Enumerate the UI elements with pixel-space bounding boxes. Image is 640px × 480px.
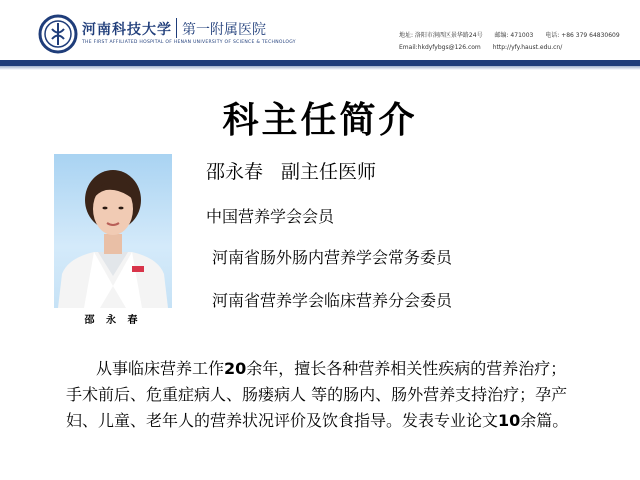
postcode-text: 邮编: 471003 (494, 32, 534, 39)
slide-title: 科主任简介 (222, 99, 418, 141)
doctor-name: 邵永春 (206, 161, 264, 183)
bio-line (66, 356, 626, 382)
header-bar (0, 0, 640, 60)
bio-line (66, 408, 626, 434)
website-text: http://yfy.haust.edu.cn/ (492, 44, 563, 51)
membership-item: 中国营养学会会员 (206, 207, 335, 226)
bio-text: 余篇。 (520, 411, 569, 430)
doctor-rank: 副主任医师 (281, 161, 377, 183)
bio-line: 手术前后、危重症病人、肠瘘病人 等的肠内、肠外营养支持治疗；孕产 (66, 385, 568, 404)
hospital-name: 第一附属医院 (182, 22, 266, 38)
bio-paragraph (66, 356, 626, 434)
hospital-logo-icon (38, 14, 78, 54)
photo-caption: 邵 永 春 (84, 315, 142, 326)
university-name: 河南科技大学 (82, 22, 172, 38)
bio-text: 妇、儿童、老年人的营养状况评价及饮食指导。发表专业论文 (66, 411, 499, 430)
contact-row-1 (399, 30, 630, 42)
phone-text: 电话: +86 379 64830609 (545, 32, 620, 39)
doctor-name-line (206, 157, 376, 184)
bio-text: 余年，擅长各种营养相关性疾病的营养治疗； (246, 359, 567, 378)
hospital-name-en: THE FIRST AFFILIATED HOSPITAL OF HENAN UNIVERSITY OF SCIENCE & TECHNOLOGY (82, 40, 296, 45)
email-text: Email:hkdyfybgs@126.com (399, 44, 481, 51)
bio-number: 10 (498, 411, 521, 430)
doctor-photo (54, 154, 172, 308)
header-shadow (0, 66, 640, 70)
membership-item: 河南省营养学会临床营养分会委员 (212, 291, 453, 310)
bio-text: 从事临床营养工作 (96, 359, 225, 378)
contact-info (399, 30, 630, 54)
contact-row-2 (399, 42, 630, 54)
brand-divider (176, 18, 177, 38)
membership-item: 河南省肠外肠内营养学会常务委员 (212, 248, 453, 267)
address-text: 地址: 洛阳市涧西区景华路24号 (399, 32, 483, 39)
bio-number: 20 (224, 359, 247, 378)
